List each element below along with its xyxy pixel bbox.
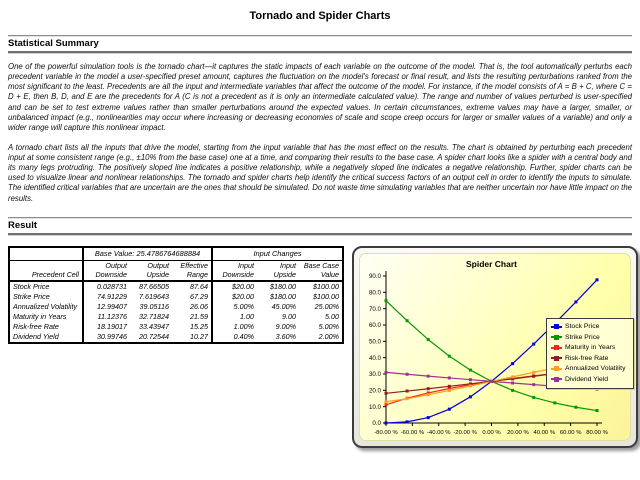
- series-marker: [574, 300, 577, 303]
- spider-chart: [352, 246, 638, 448]
- table-row: [9, 302, 343, 312]
- table-value-cell: 1.00: [240, 311, 254, 321]
- result-heading: Result: [8, 219, 38, 231]
- tornado-table: [8, 246, 344, 344]
- table-value-cell: $20.00: [232, 281, 254, 291]
- legend-marker-icon: [551, 326, 562, 328]
- x-tick-label: 40.00 %: [533, 429, 556, 436]
- table-value-cell: 1.00%: [233, 321, 254, 331]
- table-value-cell: 18.19017: [97, 321, 127, 331]
- col-header-input-downside: Input Downside: [212, 260, 257, 281]
- series-marker: [511, 388, 514, 391]
- table-value-cell: 26.06: [172, 302, 212, 312]
- table-value-cell: $180.00: [270, 291, 296, 301]
- series-marker: [427, 387, 430, 390]
- series-marker: [532, 374, 535, 377]
- series-marker: [574, 405, 577, 408]
- series-marker: [469, 378, 472, 381]
- legend-label: Strike Price: [565, 333, 600, 341]
- legend-item: [551, 364, 633, 375]
- table-row: [9, 281, 343, 292]
- result-section: [8, 217, 632, 235]
- legend-marker-square: [554, 345, 559, 350]
- summary-paragraph-1: One of the powerful simulation tools is the tornado chart—it captures the static impacts of each variable on the outcome of the model. That is, the tool automatically perturbs each precedent variable in the model a user-specified preset amount, captures the fluctuation on the model's forecast or final result, and lists the resulting perturbations ranked from the most significant to the least. Precedents are all the input and intermediate variables that affect the outcome of the model. For instance, if the model consists of A = B + C, where C = D + E, then B, D, and E are the precedents for A (C is not a precedent as it is only an intermediate calculated value). The range and number of values perturbed is user-specified and can be set to test extreme values rather than smaller perturbations around the expected values. In certain circumstances, extreme values may have a larger, smaller, or unbalanced impact (e.g., nonlinearities may occur where increasing or decreasing economies of scale and scope creep occurs for larger or smaller values of a variable) and only a wider range will capture this nonlinear impact.: [8, 62, 632, 132]
- legend-item: [551, 343, 633, 354]
- table-value-cell: 15.25: [172, 322, 212, 332]
- col-header-precedent-cell: Precedent Cell: [9, 260, 83, 281]
- series-marker: [490, 380, 493, 383]
- section-rule: [8, 217, 632, 218]
- empty-corner-cell: [9, 247, 83, 261]
- series-marker: [385, 421, 388, 424]
- legend-label: Annualized Volatility: [565, 365, 626, 373]
- y-tick-label: 0.0: [372, 419, 382, 427]
- table-value-cell: 12.99407: [97, 301, 127, 311]
- table-value-cell: 67.29: [172, 292, 212, 302]
- x-tick-label: 60.00 %: [559, 429, 582, 436]
- legend-marker-square: [554, 356, 559, 361]
- y-tick-label: 90.0: [368, 272, 382, 280]
- series-marker: [511, 375, 514, 378]
- x-tick-label: -60.00 %: [400, 429, 425, 436]
- series-marker: [427, 338, 430, 341]
- table-value-cell: 5.00: [325, 311, 340, 321]
- table-value-cell: 45.00%: [271, 301, 296, 311]
- precedent-cell-name: Strike Price: [9, 292, 83, 302]
- table-value-cell: 11.12376: [97, 311, 127, 321]
- series-marker: [406, 319, 409, 322]
- table-value-cell: 74.91229: [97, 291, 127, 301]
- table-value-cell: 5.00%: [233, 301, 254, 311]
- y-tick-label: 70.0: [368, 305, 382, 313]
- base-value-header: Base Value: 25.4786764688884: [83, 247, 212, 261]
- table-value-cell: $180.00: [270, 281, 296, 291]
- series-marker: [406, 420, 409, 423]
- series-marker: [385, 391, 388, 394]
- series-marker: [448, 384, 451, 387]
- legend-item: [551, 374, 633, 385]
- col-header-effective-range: Effective Range: [172, 260, 212, 281]
- x-tick-label: 80.00 %: [586, 429, 608, 436]
- series-marker: [448, 376, 451, 379]
- table-value-cell: 10.27: [172, 332, 212, 343]
- legend-marker-square: [554, 377, 559, 382]
- chart-legend: [546, 318, 634, 389]
- table-value-cell: 9.00: [282, 311, 296, 321]
- section-rule: [8, 35, 632, 36]
- section-rule: [8, 233, 632, 235]
- table-value-cell: 87.64: [172, 281, 212, 292]
- table-value-cell: 33.43947: [139, 321, 169, 331]
- table-row: [9, 292, 343, 302]
- series-marker: [511, 381, 514, 384]
- legend-label: Risk-free Rate: [565, 354, 609, 362]
- legend-label: Dividend Yield: [565, 375, 609, 383]
- series-marker: [532, 396, 535, 399]
- series-marker: [406, 389, 409, 392]
- table-value-cell: $100.00: [313, 281, 340, 291]
- legend-marker-icon: [551, 347, 562, 349]
- precedent-cell-name: Stock Price: [9, 281, 83, 292]
- x-tick-label: 20.00 %: [507, 429, 529, 436]
- legend-item: [551, 322, 633, 333]
- series-marker: [448, 354, 451, 357]
- section-rule: [8, 51, 632, 53]
- table-value-cell: 9.00%: [275, 321, 296, 331]
- table-value-cell: 87.66505: [139, 281, 169, 291]
- statistical-summary-section: [8, 35, 632, 53]
- table-value-cell: 39.05116: [139, 301, 169, 311]
- series-marker: [553, 401, 556, 404]
- series-marker: [511, 362, 514, 365]
- result-content: [8, 246, 632, 448]
- y-tick-label: 60.0: [368, 321, 382, 329]
- legend-marker-icon: [551, 378, 562, 380]
- series-marker: [385, 371, 388, 374]
- y-tick-label: 80.0: [368, 289, 382, 297]
- y-tick-label: 50.0: [368, 338, 382, 346]
- legend-marker-icon: [551, 357, 562, 359]
- series-marker: [596, 278, 599, 281]
- precedent-cell-name: Dividend Yield: [9, 332, 83, 343]
- spider-chart-plot-area: [359, 253, 631, 441]
- legend-item: [551, 353, 633, 364]
- x-tick-label: -20.00 %: [453, 429, 477, 436]
- x-tick-label: 0.00 %: [482, 429, 501, 436]
- table-row: [9, 332, 343, 343]
- x-tick-label: -40.00 %: [426, 429, 451, 436]
- table-group-header-row: [9, 247, 343, 261]
- table-value-cell: $100.00: [313, 291, 340, 301]
- table-value-cell: 20.72544: [139, 331, 169, 341]
- legend-item: [551, 332, 633, 343]
- table-value-cell: 5.00%: [318, 321, 340, 331]
- legend-marker-square: [554, 324, 559, 329]
- table-value-cell: 2.00%: [318, 331, 340, 341]
- table-value-cell: 25.00%: [314, 301, 340, 311]
- table-value-cell: $20.00: [232, 291, 254, 301]
- precedent-cell-name: Risk-free Rate: [9, 322, 83, 332]
- series-marker: [427, 374, 430, 377]
- tornado-table-body: [9, 281, 343, 343]
- table-value-cell: 3.60%: [275, 331, 296, 341]
- x-tick-label: -80.00 %: [374, 429, 398, 436]
- y-tick-label: 10.0: [368, 403, 382, 411]
- series-marker: [532, 383, 535, 386]
- series-marker: [448, 389, 451, 392]
- series-marker: [469, 384, 472, 387]
- precedent-cell-name: Annualized Volatility: [9, 302, 83, 312]
- statistical-summary-heading: Statistical Summary: [8, 38, 99, 49]
- series-marker: [385, 299, 388, 302]
- series-marker: [596, 409, 599, 412]
- series-marker: [406, 397, 409, 400]
- table-row: [9, 312, 343, 322]
- input-changes-header: Input Changes: [212, 247, 343, 261]
- col-header-output-downside: Output Downside: [83, 260, 130, 281]
- report-page: [0, 10, 640, 448]
- table-value-cell: 21.59: [172, 312, 212, 322]
- table-row: [9, 322, 343, 332]
- legend-marker-icon: [551, 368, 562, 370]
- legend-marker-square: [554, 335, 559, 340]
- table-value-cell: 0.40%: [233, 331, 254, 341]
- series-marker: [532, 370, 535, 373]
- table-value-cell: 32.71824: [139, 311, 169, 321]
- y-tick-label: 40.0: [368, 354, 382, 362]
- series-marker: [448, 407, 451, 410]
- col-header-base-case-value: Base Case Value: [299, 260, 343, 281]
- series-marker: [385, 403, 388, 406]
- table-value-cell: 0.028731: [97, 281, 127, 291]
- series-marker: [469, 395, 472, 398]
- series-marker: [427, 416, 430, 419]
- table-column-header-row: [9, 260, 343, 281]
- precedent-cell-name: Maturity in Years: [9, 312, 83, 322]
- page-title: Tornado and Spider Charts: [249, 10, 391, 22]
- legend-label: Maturity in Years: [565, 344, 616, 352]
- series-marker: [469, 368, 472, 371]
- table-value-cell: 30.99746: [97, 331, 127, 341]
- series-marker: [532, 342, 535, 345]
- col-header-input-upside: Input Upside: [257, 260, 299, 281]
- legend-marker-icon: [551, 336, 562, 338]
- y-tick-label: 20.0: [368, 387, 382, 395]
- summary-paragraph-2: A tornado chart lists all the inputs that drive the model, starting from the input variable that has the most effect on the results. The chart is obtained by perturbing each precedent input at some consistent range (e.g., ±10% from the base case) one at a time, and comparing their results to the base case. A spider chart looks like a spider with a central body and its many legs protruding. The positively sloped line indicates a positive relationship, while a negatively sloped line indicates a negative relationship. Further, spider charts can be used to visualize linear and nonlinear relationships. The tornado and spider charts help identify the critical success factors of an output cell in order to identify the inputs to simulate. The identified critical variables that are uncertain are the ones that should be simulated. Do not waste time simulating variables that are neither uncertain nor have little impact on the results.: [8, 142, 632, 203]
- series-marker: [406, 372, 409, 375]
- y-tick-label: 30.0: [368, 370, 382, 378]
- table-value-cell: 7.619643: [139, 291, 169, 301]
- chart-title: Spider Chart: [466, 258, 518, 269]
- col-header-output-upside: Output Upside: [130, 260, 172, 281]
- series-marker: [385, 400, 388, 403]
- series-marker: [427, 393, 430, 396]
- legend-label: Stock Price: [565, 323, 600, 331]
- legend-marker-square: [554, 366, 559, 371]
